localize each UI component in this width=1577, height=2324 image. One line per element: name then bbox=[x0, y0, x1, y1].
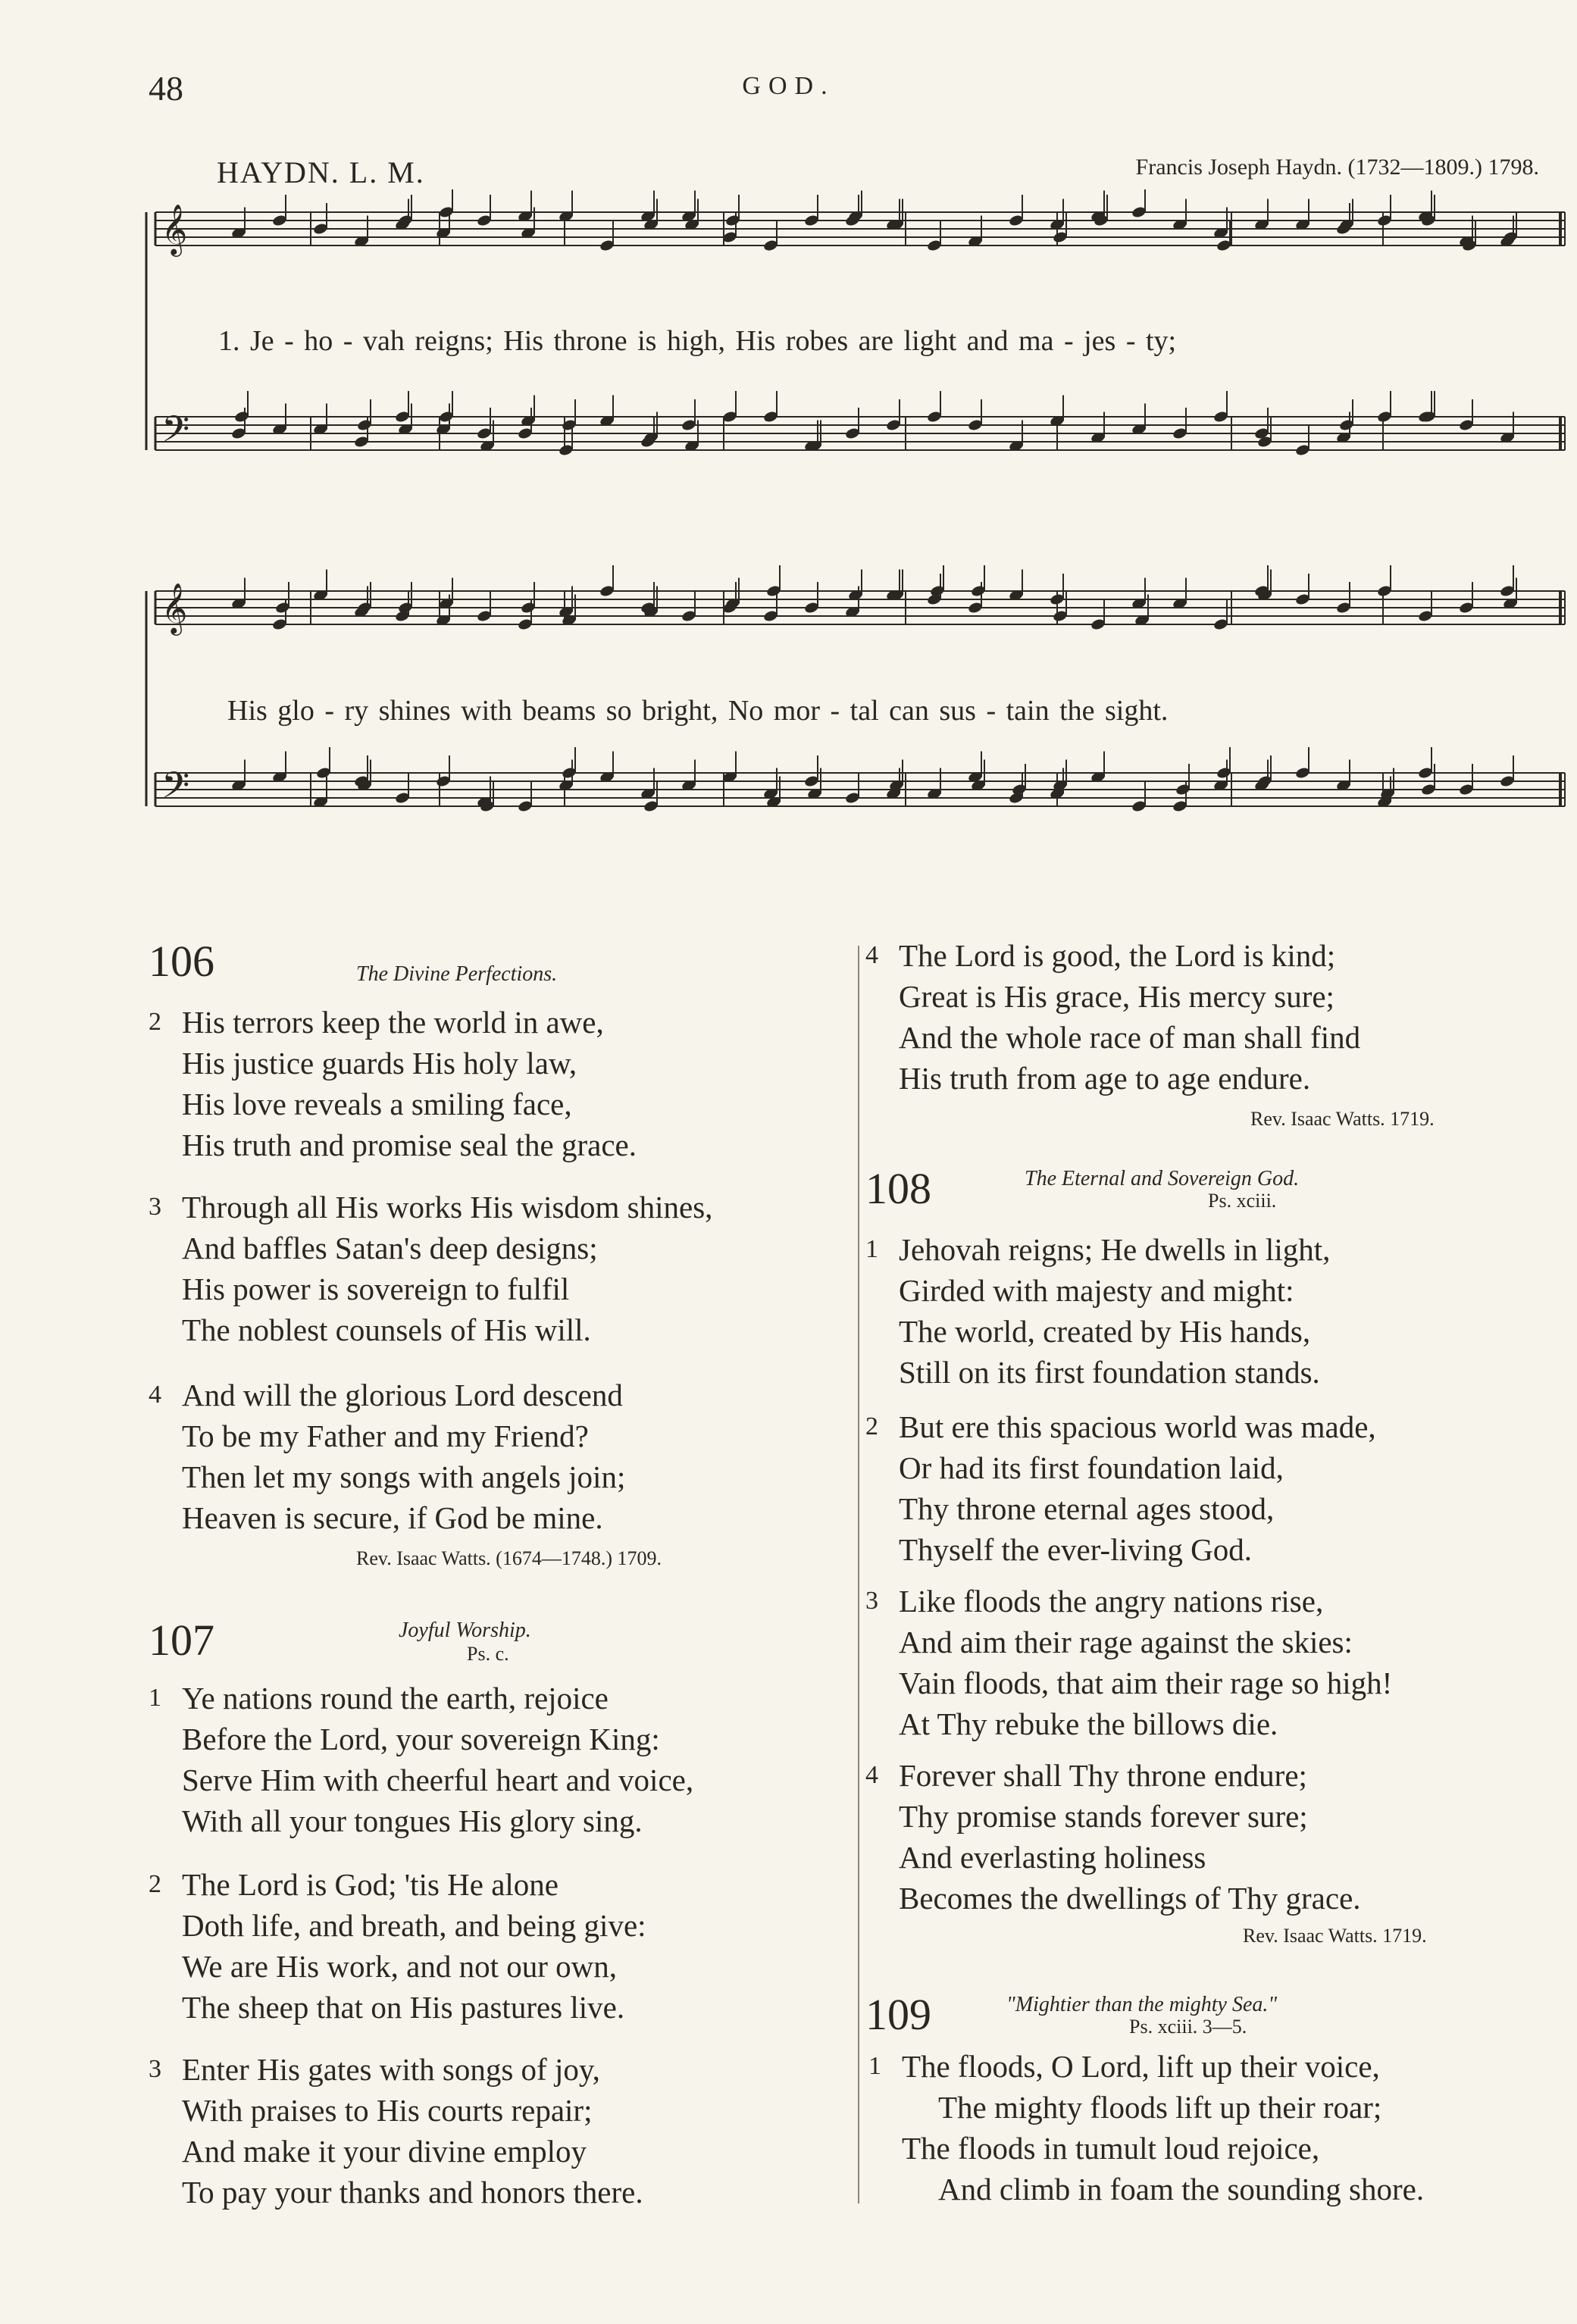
tune-composer: Francis Joseph Haydn. (1732—1809.) 1798. bbox=[1135, 155, 1539, 180]
svg-text:𝄞: 𝄞 bbox=[161, 582, 188, 633]
stanza-number: 2 bbox=[865, 1412, 878, 1440]
verse-line: To pay your thanks and honors there. bbox=[182, 2175, 643, 2210]
stanza-number: 4 bbox=[865, 1761, 878, 1789]
verse-line: But ere this spacious world was made, bbox=[899, 1409, 1376, 1444]
hymn-reference: Ps. c. bbox=[467, 1643, 509, 1665]
lyric-line-2: His glo - ry shines with beams so bright, No mor - tal can sus - tain the sight. bbox=[227, 695, 1169, 727]
svg-text:𝄞: 𝄞 bbox=[161, 203, 188, 255]
stanza-number: 3 bbox=[149, 2055, 161, 2083]
verse-line: And baffles Satan's deep designs; bbox=[182, 1231, 598, 1265]
verse-line: His power is sovereign to fulfil bbox=[182, 1271, 570, 1306]
hymn-108 bbox=[865, 1164, 1300, 1213]
music-score bbox=[140, 189, 1577, 887]
verse-line: The sheep that on His pastures live. bbox=[182, 1990, 625, 2025]
lyric-line-1: 1. Je - ho - vah reigns; His throne is high, His robes are light and ma - jes - ty; bbox=[218, 325, 1177, 357]
hymn-107 bbox=[149, 1616, 531, 1665]
verse-line: Thy promise stands forever sure; bbox=[899, 1799, 1308, 1834]
verse-line: The world, created by His hands, bbox=[899, 1314, 1311, 1349]
stanza-number: 2 bbox=[149, 1008, 161, 1036]
verse-line: Enter His gates with songs of joy, bbox=[182, 2052, 600, 2087]
verse-line: And will the glorious Lord descend bbox=[182, 1378, 623, 1412]
hymn-title: The Eternal and Sovereign God. bbox=[1025, 1167, 1300, 1190]
verse-line: The mighty floods lift up their roar; bbox=[938, 2090, 1382, 2125]
verse-line: The Lord is good, the Lord is kind; bbox=[899, 938, 1336, 973]
hymn-reference: Ps. xciii. 3—5. bbox=[1129, 2016, 1247, 2038]
hymn-number: 109 bbox=[865, 1990, 931, 2039]
verse-line: The noblest counsels of His will. bbox=[182, 1312, 591, 1347]
verse-line: Jehovah reigns; He dwells in light, bbox=[899, 1232, 1331, 1267]
verse-line: Doth life, and breath, and being give: bbox=[182, 1908, 646, 1943]
verse-line: His love reveals a smiling face, bbox=[182, 1087, 572, 1121]
verse-line: And make it your divine employ bbox=[182, 2134, 587, 2169]
stanza bbox=[865, 935, 1361, 1099]
verse-line: Thy throne eternal ages stood, bbox=[899, 1491, 1275, 1526]
verse-line: Becomes the dwellings of Thy grace. bbox=[899, 1881, 1361, 1916]
stanza-number: 1 bbox=[865, 1235, 878, 1263]
verse-line: Like floods the angry nations rise, bbox=[899, 1584, 1324, 1619]
verse-line: And everlasting holiness bbox=[899, 1840, 1206, 1875]
verse-line: Vain floods, that aim their rage so high! bbox=[899, 1666, 1393, 1700]
verse-line: With all your tongues His glory sing. bbox=[182, 1803, 643, 1838]
verse-line: His terrors keep the world in awe, bbox=[182, 1005, 604, 1040]
tune-name: HAYDN. L. M. bbox=[217, 155, 425, 189]
verse-line: And the whole race of man shall find bbox=[899, 1020, 1361, 1055]
stanza bbox=[865, 1406, 1376, 1570]
verse-line: Before the Lord, your sovereign King: bbox=[182, 1722, 660, 1756]
verse-line: His truth and promise seal the grace. bbox=[182, 1128, 637, 1162]
hymn-number: 107 bbox=[149, 1616, 214, 1665]
svg-text:𝄢: 𝄢 bbox=[161, 764, 190, 815]
hymn-title: "Mightier than the mighty Sea." bbox=[1006, 1993, 1278, 2016]
verse-line: Through all His works His wisdom shines, bbox=[182, 1190, 713, 1225]
verse-line: To be my Father and my Friend? bbox=[182, 1418, 589, 1453]
verse-line: The floods in tumult loud rejoice, bbox=[902, 2131, 1320, 2166]
page-number: 48 bbox=[149, 69, 183, 108]
verse-line: Great is His grace, His mercy sure; bbox=[899, 979, 1335, 1014]
verse-line: At Thy rebuke the billows die. bbox=[899, 1706, 1278, 1741]
verse-line: Girded with majesty and might: bbox=[899, 1273, 1294, 1308]
hymn-title: The Divine Perfections. bbox=[356, 962, 558, 986]
svg-text:𝄢: 𝄢 bbox=[161, 408, 190, 459]
verse-line: His justice guards His holy law, bbox=[182, 1046, 577, 1081]
verse-line: Or had its first foundation laid, bbox=[899, 1450, 1284, 1485]
stanza bbox=[149, 1678, 694, 1841]
stanza-number: 3 bbox=[865, 1587, 878, 1615]
verse-line: We are His work, and not our own, bbox=[182, 1949, 617, 1984]
verse-line: The floods, O Lord, lift up their voice, bbox=[902, 2049, 1380, 2084]
verse-line: Still on its first foundation stands. bbox=[899, 1355, 1320, 1390]
verse-line: Then let my songs with angels join; bbox=[182, 1459, 626, 1494]
verse-line: Thyself the ever-living God. bbox=[899, 1532, 1252, 1567]
hymn-number: 106 bbox=[149, 937, 214, 986]
stanza-number: 1 bbox=[868, 2052, 881, 2080]
verse-line: Ye nations round the earth, rejoice bbox=[182, 1681, 609, 1716]
verse-line: Serve Him with cheerful heart and voice, bbox=[182, 1763, 694, 1797]
stanza-number: 3 bbox=[149, 1193, 161, 1221]
verse-line: And aim their rage against the skies: bbox=[899, 1625, 1353, 1659]
stanza bbox=[865, 1581, 1393, 1744]
hymn-106 bbox=[149, 937, 558, 986]
stanza-number: 1 bbox=[149, 1684, 161, 1712]
stanza-number: 4 bbox=[149, 1381, 161, 1409]
stanza-number: 4 bbox=[865, 941, 878, 969]
stanza bbox=[149, 1375, 626, 1538]
stanza bbox=[865, 1755, 1361, 1919]
attribution: Rev. Isaac Watts. (1674—1748.) 1709. bbox=[356, 1547, 662, 1569]
hymn-title: Joyful Worship. bbox=[399, 1619, 531, 1642]
running-title: GOD. bbox=[742, 72, 835, 100]
stanza bbox=[149, 1002, 637, 1165]
stanza bbox=[868, 2046, 1425, 2210]
verse-line: With praises to His courts repair; bbox=[182, 2093, 593, 2128]
stanza bbox=[865, 1229, 1331, 1393]
hymn-reference: Ps. xciii. bbox=[1208, 1190, 1277, 1212]
hymn-109 bbox=[865, 1990, 1278, 2039]
verse-line: Heaven is secure, if God be mine. bbox=[182, 1500, 603, 1535]
attribution: Rev. Isaac Watts. 1719. bbox=[1250, 1108, 1435, 1130]
verse-line: His truth from age to age endure. bbox=[899, 1061, 1311, 1096]
stanza bbox=[149, 1864, 646, 2028]
stanza bbox=[149, 2049, 643, 2213]
verse-line: The Lord is God; 'tis He alone bbox=[182, 1867, 559, 1902]
column-divider bbox=[858, 946, 859, 2204]
attribution: Rev. Isaac Watts. 1719. bbox=[1243, 1925, 1427, 1947]
stanza bbox=[149, 1187, 713, 1350]
hymn-number: 108 bbox=[865, 1164, 931, 1213]
verse-line: And climb in foam the sounding shore. bbox=[938, 2172, 1425, 2207]
verse-line: Forever shall Thy throne endure; bbox=[899, 1758, 1307, 1793]
stanza-number: 2 bbox=[149, 1870, 161, 1898]
